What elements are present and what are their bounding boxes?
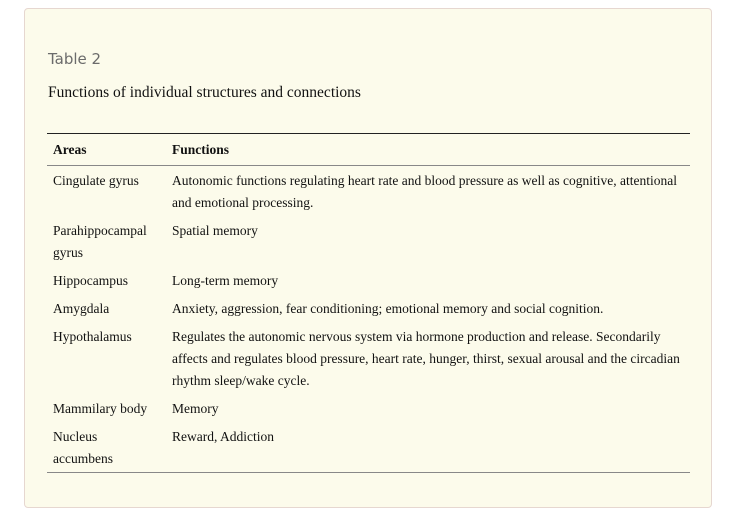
- area-cell: Amygdala: [53, 301, 110, 316]
- area-cell: Nucleus accumbens: [53, 429, 113, 466]
- area-cell: Parahippocampal gyrus: [53, 223, 147, 260]
- function-cell: Anxiety, aggression, fear conditioning; emotional memory and social cognition.: [172, 301, 604, 316]
- functions-table: [47, 133, 690, 473]
- area-cell: Cingulate gyrus: [53, 173, 139, 188]
- function-cell: Autonomic functions regulating heart rate and blood pressure as well as cognitive, attentional and emotional processing.: [172, 173, 677, 210]
- table-wrapper: [47, 133, 690, 473]
- table-row: [47, 166, 690, 217]
- function-cell: Memory: [172, 401, 219, 416]
- table-row: [47, 322, 690, 394]
- area-cell: Hippocampus: [53, 273, 128, 288]
- header-areas: Areas: [47, 134, 166, 166]
- area-cell: Hypothalamus: [53, 329, 132, 344]
- table-row: [47, 422, 690, 473]
- table-row: [47, 266, 690, 294]
- function-cell: Spatial memory: [172, 223, 258, 238]
- header-functions: Functions: [166, 134, 690, 166]
- function-cell: Long-term memory: [172, 273, 279, 288]
- function-cell: Regulates the autonomic nervous system via hormone production and release. Secondarily affects and regulates blood pressure, heart rate, hunger, thirst, sexual arousal and the circadian rhythm sleep/wake cycle.: [172, 329, 680, 388]
- header-row: [47, 134, 690, 166]
- table-label: Table 2: [48, 50, 102, 68]
- table-caption: Functions of individual structures and connections: [48, 84, 361, 101]
- area-cell: Mammilary body: [53, 401, 148, 416]
- table-row: [47, 394, 690, 422]
- function-cell: Reward, Addiction: [172, 429, 274, 444]
- table-row: [47, 216, 690, 266]
- table-panel: [24, 8, 712, 508]
- table-row: [47, 294, 690, 322]
